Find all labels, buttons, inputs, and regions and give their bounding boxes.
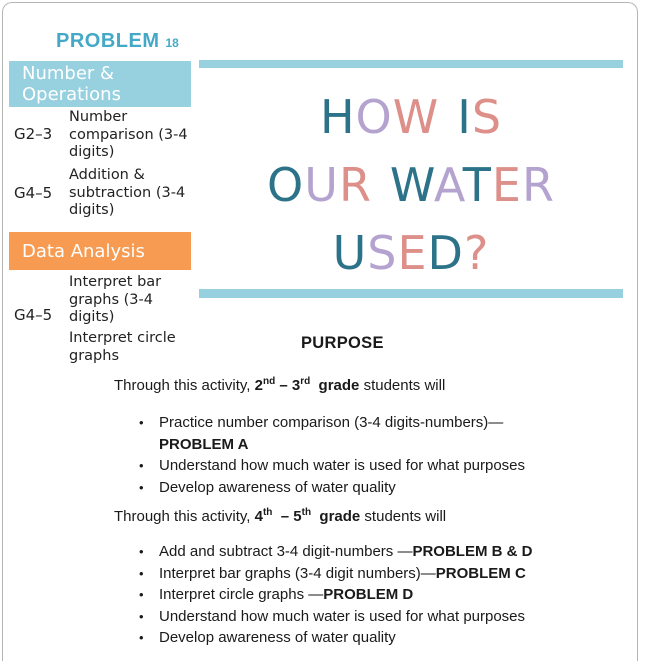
bullet-item [139, 477, 569, 499]
title-line [199, 219, 623, 287]
document-page [2, 2, 638, 661]
bullet-icon: • [139, 587, 144, 603]
title-letter: S [471, 90, 503, 144]
grade-label: G4–5 [14, 306, 53, 324]
grade-2-3-bullet-list [139, 412, 569, 498]
title-line [199, 83, 623, 151]
skill-label: Interpret circle graphs [69, 330, 176, 364]
purpose-heading: PURPOSE [301, 334, 384, 352]
title-letter: U [332, 226, 368, 280]
title-letter: E [397, 226, 428, 280]
text-segment: Interpret bar graphs (3-4 digit numbers)— [159, 564, 436, 582]
title-letter: R [521, 158, 555, 212]
title-letter: S [367, 226, 398, 280]
sidebar-section-title: Data Analysis [22, 240, 145, 262]
sidebar-section-title: Number & Operations [22, 63, 121, 105]
text-segment: PROBLEM C [435, 564, 526, 582]
ordinal-suffix: th [262, 507, 273, 518]
title-letter: H [319, 90, 356, 144]
ordinal-suffix: nd [262, 376, 276, 387]
bullet-icon: • [139, 608, 144, 624]
bullet-icon: • [139, 458, 144, 474]
title-line [199, 151, 623, 219]
bullet-icon: • [139, 565, 144, 581]
title-letter: W [389, 158, 434, 212]
title-letter: D [427, 226, 464, 280]
text-segment: grade [310, 377, 360, 394]
text-segment: students will [360, 508, 447, 525]
bullet-item [139, 584, 569, 606]
text-segment: Through this activity, [114, 377, 255, 394]
title-letter: U [304, 158, 339, 212]
grade-label: G2–3 [14, 125, 53, 143]
text-segment: Interpret circle graphs — [159, 586, 324, 604]
title-divider-bottom [199, 289, 623, 298]
text-segment: PROBLEM B & D [412, 543, 533, 560]
title-letter: T [462, 158, 492, 212]
text-segment: Practice number comparison (3-4 digits-numbers)— [159, 414, 504, 431]
bullet-icon: • [139, 630, 144, 646]
text-segment: Develop awareness of water quality [159, 478, 396, 496]
problem-header [56, 30, 179, 53]
text-segment: Develop awareness of water quality [159, 629, 396, 647]
text-segment: Understand how much water is used for what purposes [159, 457, 526, 475]
title-letter: I [457, 90, 472, 144]
sidebar-section-number-operations [9, 61, 191, 107]
problem-number: 18 [165, 36, 179, 50]
skill-label: Addition & subtraction (3-4 digits) [69, 167, 186, 218]
text-segment: Add and subtract 3-4 digit-numbers — [159, 543, 413, 560]
title-letter: O [355, 90, 393, 144]
grade-label: G4–5 [14, 184, 53, 202]
bullet-text [159, 477, 396, 499]
text-segment: – [275, 377, 292, 394]
bullet-text [159, 563, 526, 585]
text-segment: Understand how much water is used for what purposes [159, 607, 526, 625]
bullet-item [139, 541, 569, 563]
bullet-text [159, 412, 569, 455]
bullet-item [139, 412, 569, 455]
title-letter: A [433, 158, 463, 212]
bullet-item [139, 455, 569, 477]
title-letter: O [267, 158, 305, 212]
bullet-text [159, 584, 413, 606]
bullet-text [159, 627, 396, 649]
text-segment: PROBLEM D [323, 586, 414, 604]
title-letter: W [392, 90, 440, 144]
problem-label: PROBLEM [56, 30, 160, 52]
skill-label: Interpret bar graphs (3-4 digits) [69, 274, 162, 325]
text-segment: 2 [254, 377, 263, 394]
bullet-item [139, 606, 569, 628]
ordinal-suffix: rd [300, 376, 311, 387]
text-segment: – [272, 508, 294, 525]
title-letter: E [491, 158, 522, 212]
ordinal-suffix: th [301, 507, 312, 518]
text-segment: 4 [254, 508, 263, 525]
title-divider-top [199, 60, 623, 68]
text-segment: students will [359, 377, 446, 394]
text-segment: Through this activity, [114, 508, 255, 525]
text-segment: PROBLEM A [159, 435, 249, 453]
grade-4-5-intro [114, 508, 564, 525]
text-segment: grade [311, 508, 361, 525]
grade-2-3-intro [114, 377, 564, 394]
bullet-item [139, 563, 569, 585]
bullet-icon: • [139, 415, 144, 430]
bullet-item [139, 627, 569, 649]
bullet-icon: • [139, 544, 144, 559]
bullet-text [159, 541, 532, 563]
bullet-text [159, 455, 525, 477]
bullet-text [159, 606, 525, 628]
title-letter: R [338, 158, 372, 212]
title-letter: ? [463, 226, 490, 280]
page-title [199, 83, 623, 287]
sidebar-section-data-analysis [9, 232, 191, 270]
grade-4-5-bullet-list [139, 541, 569, 649]
skill-label: Number comparison (3-4 digits) [69, 109, 188, 160]
text-segment: 3 [291, 377, 301, 394]
bullet-icon: • [139, 479, 144, 495]
text-segment: 5 [293, 508, 302, 525]
